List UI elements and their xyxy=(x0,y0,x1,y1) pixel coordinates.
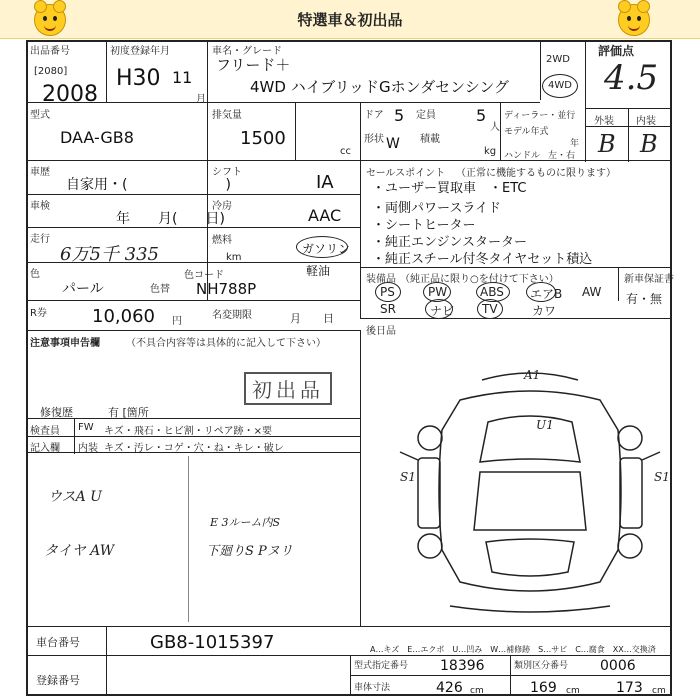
class-number-label: 類別区分番号 xyxy=(514,661,569,671)
class-number: 0006 xyxy=(600,658,636,674)
aircon-label: 冷房 xyxy=(212,201,232,212)
exterior-grade-label: 外装 xyxy=(594,116,614,127)
equip-selected-circle xyxy=(477,299,503,319)
door-value: 5 xyxy=(394,106,405,125)
model-year-label: モデル年式 xyxy=(504,127,549,137)
interior-grade-label: 内装 xyxy=(636,116,656,127)
sales-point-item: ・純正エンジンスターター xyxy=(372,235,527,250)
model-code: DAA-GB8 xyxy=(60,128,134,147)
color-change-label: 色替 xyxy=(150,284,170,295)
page-title: 特選車＆初出品 xyxy=(297,11,403,29)
reg-number-label: 登録番号 xyxy=(36,674,80,687)
car-name-label: 車名・グレード xyxy=(212,46,282,57)
first-reg-year: H30 xyxy=(116,66,161,91)
sales-point-item: ・ユーザー買取車 ・ETC xyxy=(372,181,527,196)
mileage-label: 走行 xyxy=(30,234,50,245)
new-guarantee-value: 有・無 xyxy=(626,292,663,306)
width-unit: cm xyxy=(566,686,580,696)
equip-sr: SR xyxy=(380,302,396,316)
shift-value: IA xyxy=(316,172,334,193)
equip-leather: カワ xyxy=(532,304,557,318)
diagram-label-s1-right: S1 xyxy=(654,470,670,484)
fuel-label: 燃料 xyxy=(212,235,232,246)
type-number: 18396 xyxy=(440,658,485,674)
first-reg-month-unit: 月 xyxy=(196,94,206,105)
header-bar xyxy=(0,0,700,39)
damage-legend: A…キズ E…エクボ U…凹み W…補修跡 S…サビ C…腐食 XX…交換済 xyxy=(370,645,656,654)
height-unit: cm xyxy=(652,686,666,696)
equip-tv: TV xyxy=(482,302,498,316)
color-code-label: 色コード xyxy=(184,270,224,281)
capacity-unit: 人 xyxy=(490,122,500,133)
handwritten-note: ウスA U xyxy=(48,489,102,505)
interior-label: 内装 xyxy=(78,443,98,454)
equip-selected-circle xyxy=(375,282,401,302)
sales-point-item: ・純正スチール付冬タイヤセット積込 xyxy=(372,252,593,267)
history-label: 車歴 xyxy=(30,167,50,178)
chassis-label: 車台番号 xyxy=(36,636,80,649)
lot-number: 2008 xyxy=(42,82,98,107)
diagram-label-u1: U1 xyxy=(536,418,554,432)
length-unit: cm xyxy=(470,686,484,696)
shift-label: シフト xyxy=(212,167,242,178)
displacement-label: 排気量 xyxy=(212,110,242,121)
history-value: 自家用・( ) xyxy=(66,177,231,193)
sales-points-sub: （正常に機能するものに限ります） xyxy=(456,168,616,179)
handle-label: ハンドル xyxy=(504,151,541,161)
equip-navi: ナビ xyxy=(430,304,455,318)
repair-history-label: 修復歴 xyxy=(40,406,73,419)
displacement-value: 1500 xyxy=(240,128,286,149)
mileage-unit: km xyxy=(226,252,242,263)
shape-value: W xyxy=(386,136,400,152)
fuel-selected-circle xyxy=(296,236,351,258)
grade-value: 4.5 xyxy=(604,58,659,98)
equip-pw: PW xyxy=(428,285,448,299)
inspection-value: 年 月( 日) xyxy=(116,211,225,227)
drive-selected-circle xyxy=(542,74,578,98)
doc-deadline-label: 名変期限 xyxy=(212,310,252,321)
diagram-label-s1-left: S1 xyxy=(400,470,416,484)
entry-label: 記入欄 xyxy=(30,443,60,454)
car-grade: 4WD ハイブリッドGホンダセンシング xyxy=(250,78,510,96)
inspection-label: 車検 xyxy=(30,201,50,212)
capacity-label: 定員 xyxy=(416,110,436,121)
car-damage-diagram xyxy=(390,360,670,622)
doc-deadline-value: 月 日 xyxy=(290,312,334,325)
drive-label: 2WD xyxy=(546,54,570,65)
aircon-value: AAC xyxy=(308,206,342,225)
length-value: 426 xyxy=(436,680,463,696)
color-code-value: NH788P xyxy=(196,280,257,298)
chassis-number: GB8-1015397 xyxy=(150,632,275,653)
fw-label: FW xyxy=(78,422,94,433)
notes-label: 注意事項申告欄 xyxy=(30,338,100,349)
handle-value: 左・右 xyxy=(548,151,576,161)
fuel-gasoline: ガソリン xyxy=(302,242,351,256)
sales-point-item: ・両側パワースライド xyxy=(372,201,501,216)
height-value: 173 xyxy=(616,680,643,696)
exterior-grade: B xyxy=(598,130,616,158)
equip-airbag: エアB xyxy=(530,287,563,301)
equipment-sub: （純正品に限り○を付けて下さい） xyxy=(400,274,559,285)
mileage-value: 6万5千 335 xyxy=(60,244,159,265)
model-code-label: 型式 xyxy=(30,110,50,121)
bear-mascot-icon xyxy=(618,4,650,36)
lot-sub-number: [2080] xyxy=(34,66,68,77)
type-number-label: 型式指定番号 xyxy=(354,661,409,671)
recycle-unit: 円 xyxy=(172,316,182,327)
dimensions-label: 車体寸法 xyxy=(354,683,391,693)
shape-label: 形状 xyxy=(364,134,384,145)
car-name: フリード＋ xyxy=(216,56,291,74)
interior-value: キズ・汚レ・コゲ・穴・ね・キレ・破レ xyxy=(104,443,284,454)
width-value: 169 xyxy=(530,680,557,696)
grade-label: 評価点 xyxy=(598,44,635,58)
after-items-label: 後日品 xyxy=(366,326,396,337)
sales-point-item: ・シートヒーター xyxy=(372,218,476,233)
equip-ps: PS xyxy=(380,285,395,299)
handwritten-note: タイヤ AW xyxy=(44,543,115,559)
first-reg-label: 初度登録年月 xyxy=(110,46,170,57)
drive-value: 4WD xyxy=(548,80,572,91)
recycle-label: R券 xyxy=(30,308,47,319)
inspector-label: 検査員 xyxy=(30,426,60,437)
first-reg-month: 11 xyxy=(172,68,193,87)
equip-selected-circle xyxy=(425,299,453,319)
load-label: 積載 xyxy=(420,134,440,145)
equipment-label: 装備品 xyxy=(366,274,396,285)
notes-sub: （不具合内容等は具体的に記入して下さい） xyxy=(126,338,326,349)
equip-aw: AW xyxy=(582,285,602,299)
handwritten-note: 下廻りS Pヌリ xyxy=(206,544,293,559)
repair-history-value: 有 [箇所 xyxy=(108,406,149,419)
model-year-unit: 年 xyxy=(570,139,580,149)
sales-points-label: セールスポイント xyxy=(366,168,446,179)
equip-selected-circle xyxy=(526,282,556,302)
displacement-unit: cc xyxy=(340,146,351,157)
color-value: パール xyxy=(62,281,104,297)
interior-grade: B xyxy=(640,130,658,158)
recycle-value: 10,060 xyxy=(92,306,155,327)
first-listing-stamp: 初出品 xyxy=(244,372,332,405)
fw-value: キズ・飛石・ヒビ割・リペア跡・×要 xyxy=(104,426,272,437)
color-label: 色 xyxy=(30,269,40,280)
new-guarantee-label: 新車保証書 xyxy=(624,274,674,285)
handwritten-note: E 3ルーム内S xyxy=(210,516,281,529)
capacity-value: 5 xyxy=(476,106,487,125)
fuel-diesel: 軽油 xyxy=(306,264,331,278)
diagram-label-a1: A1 xyxy=(524,368,541,382)
lot-number-label: 出品番号 xyxy=(30,46,70,57)
load-unit: kg xyxy=(484,146,497,157)
door-label: ドア xyxy=(364,110,384,121)
equip-abs: ABS xyxy=(480,285,504,299)
dealer-label: ディーラー・並行 xyxy=(504,111,576,121)
